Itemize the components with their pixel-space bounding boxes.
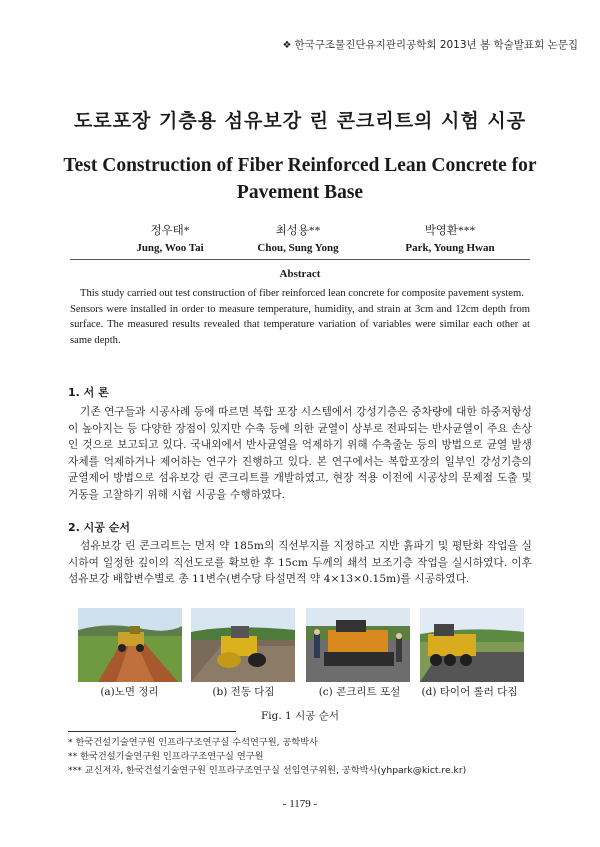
figure-caption-b: (b) 전동 다짐 [212,686,275,698]
running-header [283,37,578,52]
author-2 [238,222,358,254]
author-1-name-en: Jung, Woo Tai [136,242,204,254]
section-1-heading: 1. 서 론 [68,386,109,399]
section-1-body: 기존 연구들과 시공사례 등에 따르면 복합 포장 시스템에서 강성기층은 중차량에 대한 하중저항성이 높아지는 등 다양한 장점이 있지만 수축 등에 의한 균열이 상부로 전파되는 반사균열이 주요 손상인 것으로 보고되고 있다. 국내외에서 반사균열을 억제하기 위해 수축줄눈 등의 방법으로 균열 발생 자체를 억제하거나 제어하는 연구가 진행하고 있다. 본 연구에서는 복합포장의 일부인 강성기층의 균열제어 방법으로 섬유보강 린 콘크리트를 개발하였고, 현장 적용 이전에 시공상의 문제점 도출 및 거동을 고찰하기 위해 시험 시공을 수행하였다. [68,406,532,501]
footnote-3: *** 교신저자, 한국건설기술연구원 인프라구조연구실 선임연구위원, 공학박사(yhpark@kict.re.kr) [68,765,467,776]
abstract-title: Abstract [279,268,321,280]
abstract-body [70,286,530,348]
title-korean: 도로포장 기층용 섬유보강 린 콘크리트의 시험 시공 [73,110,527,132]
abstract-rest: Sensors were installed in order to measure temperature, humidity, and strain at 3cm and 12cm depth from surface. The measured results revealed that temperature variation of variables were similar each other at same depth. [70,303,530,346]
figure-title: Fig. 1 시공 순서 [261,710,339,722]
page-number: - 1179 - [282,798,318,810]
author-2-name-ko: 최성용** [275,225,321,237]
running-header-text: 한국구조물진단유지관리공학회 2013년 봄 학술발표회 논문집 [294,39,578,51]
section-2-heading: 2. 시공 순서 [68,521,130,534]
author-2-name-en: Chou, Sung Yong [257,242,339,254]
title-english-line-1: Test Construction of Fiber Reinforced Lean Concrete for [63,155,537,176]
footnote-2: ** 한국건설기술연구원 인프라구조연구실 연구원 [68,751,264,762]
author-3 [380,222,520,254]
footnote-divider [68,731,236,732]
figure-1-photos [78,608,528,682]
figure-caption-a: (a)노면 정리 [100,686,159,698]
title-english [60,152,540,206]
figure-caption-c: (c) 콘크리트 포설 [318,686,401,698]
author-1 [110,222,230,254]
author-3-name-ko: 박영환*** [424,225,476,237]
figure-caption-d: (d) 타이어 롤러 다짐 [421,686,518,698]
diamond-bullet-icon: ❖ [282,40,292,51]
photo-grading [78,608,182,682]
footnotes [68,736,538,778]
author-1-name-ko: 정우태* [150,225,190,237]
photo-tire-roller-compaction [420,608,524,682]
photo-roller-compaction [191,608,295,682]
abstract-first-line: This study carried out test construction of fiber reinforced lean concrete for composite pavement system. [80,288,524,299]
section-2-body: 섬유보강 린 콘크리트는 먼저 약 185m의 직선부지를 지정하고 지반 흙파기 및 평탄화 작업을 실시하여 일정한 깊이의 직선도로를 확보한 후 15cm 두께의 쇄석 보조기층 작업을 실시하였다. 이후 섬유보강 배합변수별로 총 11변수(변수당 타설면적 약 4×13×0.15m)를 시공하였다. [68,540,532,586]
author-3-name-en: Park, Young Hwan [405,242,495,254]
photo-concrete-placing [306,608,410,682]
author-divider [70,259,530,260]
footnote-1: * 한국건설기술연구원 인프라구조연구실 수석연구원, 공학박사 [68,737,318,748]
title-english-line-2: Pavement Base [236,182,364,203]
